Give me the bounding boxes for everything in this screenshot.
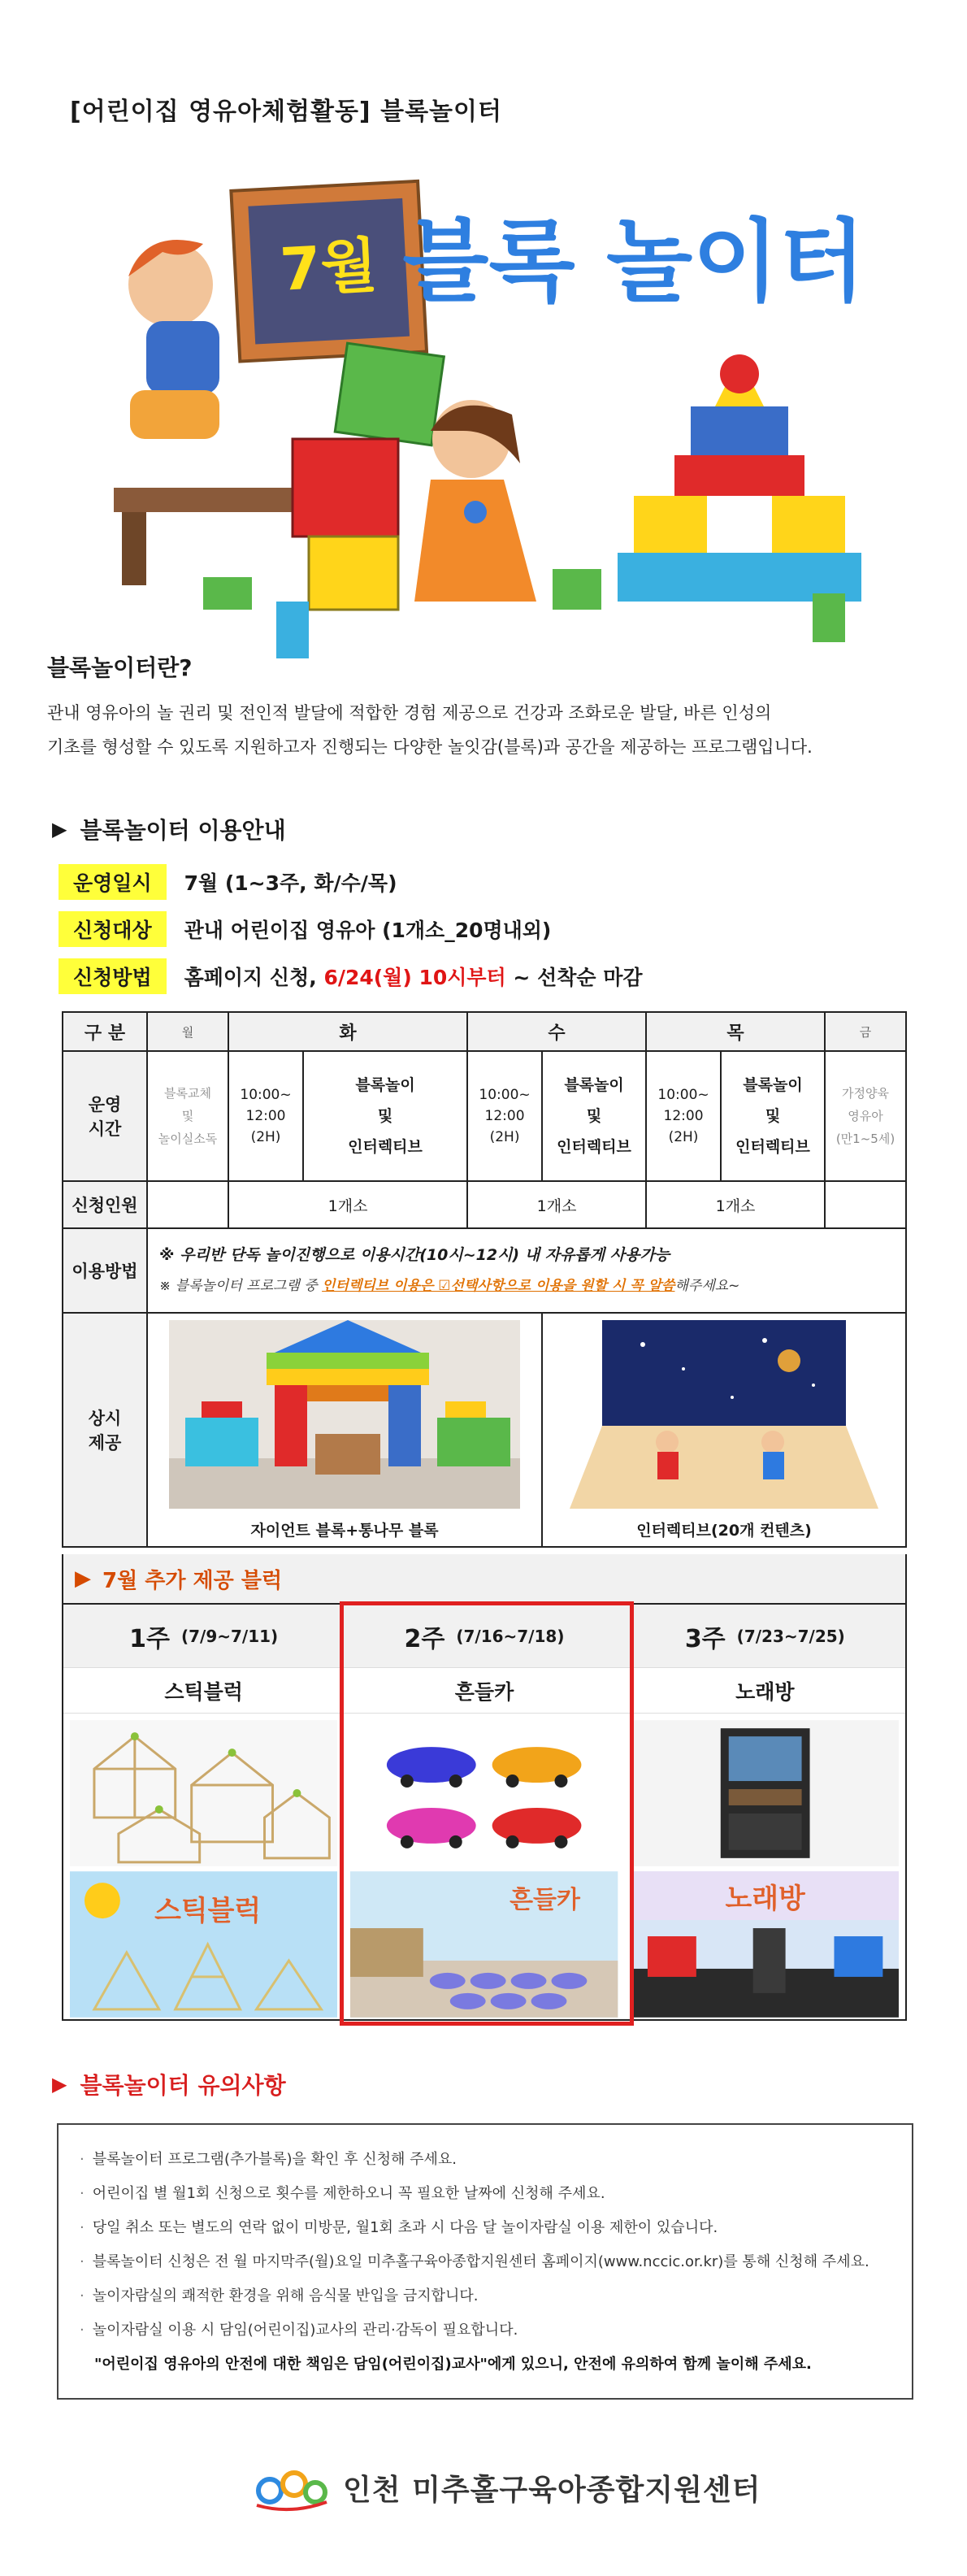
info-value-deadline: 6/24(월) 10시부터 <box>323 966 506 989</box>
info-label: 운영일시 <box>59 864 167 900</box>
row-count <box>63 1181 906 1228</box>
note-item: · 어린이집 별 월1회 신청으로 횟수를 제한하오니 꼭 필요한 날짜에 신청해 주세요. <box>80 2185 605 2202</box>
col-header: 구 분 <box>63 1012 147 1051</box>
row-label-count: 신청인원 <box>63 1181 147 1228</box>
photo-cell-interactive <box>542 1313 906 1547</box>
activity-tue: 블록놀이 및 인터렉티브 <box>303 1051 467 1181</box>
week-sign-text: 노래방 <box>725 1883 805 1916</box>
stick-block-sign-photo <box>70 1871 337 2018</box>
giant-block-photo <box>169 1320 520 1509</box>
schedule-head-row <box>63 1012 906 1051</box>
week-block-name: 노래방 <box>625 1668 905 1714</box>
intro-line: 기초를 형성할 수 있도록 지원하고자 진행되는 다양한 놀잇감(블록)과 공간을 제공하는 프로그램입니다. <box>47 737 813 757</box>
week-card <box>344 1605 624 2019</box>
week-block-name: 스틱블럭 <box>63 1668 344 1714</box>
row-always <box>63 1313 906 1547</box>
week-sign-text: 스틱블럭 <box>154 1896 262 1928</box>
count-tue: 1개소 <box>228 1181 467 1228</box>
row-label-always: 상시 제공 <box>63 1313 147 1547</box>
intro-text <box>47 696 933 764</box>
week-number: 3주 <box>684 1624 726 1653</box>
notes-heading <box>52 2068 286 2100</box>
usage-highlight: 인터렉티브 이용은 ☑선택사항으로 이용을 원할 시 꼭 알씀 <box>322 1278 675 1294</box>
col-header-fri: 금 <box>825 1012 906 1051</box>
info-row-target <box>59 911 551 947</box>
info-row-date <box>59 864 397 900</box>
count-thu: 1개소 <box>646 1181 825 1228</box>
week-number: 2주 <box>404 1624 445 1653</box>
info-row-method <box>59 958 643 994</box>
hero-banner-text: 블록 놀이터 <box>402 210 865 314</box>
week-range: (7/23~7/25) <box>736 1626 845 1646</box>
photo-cell-blocks <box>147 1313 542 1547</box>
col-header-wed: 수 <box>467 1012 646 1051</box>
schedule-table <box>62 1011 907 1548</box>
week-range: (7/16~7/18) <box>456 1626 565 1646</box>
intro-heading: 블록놀이터란? <box>47 654 193 681</box>
row-label-time: 운영 시간 <box>63 1051 147 1181</box>
row-time <box>63 1051 906 1181</box>
week-card <box>63 1605 344 2019</box>
intro-line: 관내 영유아의 놀 권리 및 전인적 발달에 적합한 경험 제공으로 건강과 조화로운 발달, 바른 인성의 <box>47 703 772 723</box>
col-header-mon: 월 <box>147 1012 228 1051</box>
info-value: 관내 어린이집 영유아 (1개소_20명내외) <box>184 919 552 942</box>
row-usage <box>63 1228 906 1313</box>
mon-note: 블록교체 및 놀이실소독 <box>147 1051 228 1181</box>
triangle-icon: ▶ <box>52 2073 67 2096</box>
note-item: · 블록놀이터 프로그램(추가블록)을 확인 후 신청해 주세요. <box>80 2151 457 2168</box>
time-thu: 10:00~ 12:00 (2H) <box>646 1051 721 1181</box>
photo-caption: 자이언트 블록+통나무 블록 <box>250 1521 439 1540</box>
usage-line-1: ※ 우리반 단독 놀이진행으로 이용시간(10시~12시) 내 자유롭게 사용가능 <box>159 1246 670 1264</box>
count-wed: 1개소 <box>467 1181 646 1228</box>
info-label: 신청방법 <box>59 958 167 994</box>
hero-illustration <box>114 171 894 683</box>
org-name: 인천 미추홀구육아종합지원센터 <box>343 2473 761 2507</box>
activity-wed: 블록놀이 및 인터렉티브 <box>542 1051 646 1181</box>
usage-line-2: ※ 블록놀이터 프로그램 중 인터렉티브 이용은 ☑선택사항으로 이용을 원할 시 꼭 알씀해주세요~ <box>159 1278 740 1294</box>
time-wed: 10:00~ 12:00 (2H) <box>467 1051 542 1181</box>
triangle-icon: ▶ <box>52 818 67 841</box>
photo-caption: 인터렉티브(20개 컨텐츠) <box>636 1521 812 1540</box>
interactive-photo <box>570 1320 878 1509</box>
note-item: · 블록놀이터 신청은 전 월 마지막주(월)요일 미추홀구육아종합지원센터 홈페이지(www.nccic.or.kr)를 통해 신청해 주세요. <box>80 2253 869 2270</box>
week-number: 1주 <box>129 1624 170 1653</box>
info-value: 홈페이지 신청, 6/24(월) 10시부터 ~ 선착순 마감 <box>184 966 643 989</box>
time-tue: 10:00~ 12:00 (2H) <box>228 1051 303 1181</box>
hero-month-label: 7월 <box>278 230 379 304</box>
week-sign-text: 흔들카 <box>510 1886 581 1915</box>
guide-heading-text: 블록놀이터 이용안내 <box>80 817 286 844</box>
extra-heading-text: 7월 추가 제공 블럭 <box>102 1568 283 1593</box>
notes-box <box>57 2123 913 2400</box>
stick-block-photo <box>70 1720 337 1866</box>
page-title: [어린이집 영유아체험활동] 블록놀이터 <box>70 98 502 126</box>
col-header-tue: 화 <box>228 1012 467 1051</box>
col-header-thu: 목 <box>646 1012 825 1051</box>
week-range: (7/9~7/11) <box>180 1626 279 1646</box>
karaoke-machine-photo <box>631 1720 899 1866</box>
triangle-icon: ▶ <box>75 1566 91 1591</box>
week-block-name: 흔들카 <box>344 1668 624 1714</box>
note-item: · 놀이자람실 이용 시 담임(어린이집)교사의 관리·감독이 필요합니다. <box>80 2322 518 2339</box>
weekly-extra-blocks <box>62 1605 907 2021</box>
usage-cell <box>147 1228 906 1313</box>
info-label: 신청대상 <box>59 911 167 947</box>
footer <box>252 2463 761 2512</box>
guide-heading <box>52 813 286 845</box>
info-value: 7월 (1~3주, 화/수/목) <box>184 871 397 895</box>
row-label-usage: 이용방법 <box>63 1228 147 1313</box>
org-logo-icon <box>252 2463 330 2512</box>
wiggle-car-photo <box>350 1720 618 1866</box>
karaoke-room-photo <box>631 1871 899 2018</box>
activity-thu: 블록놀이 및 인터렉티브 <box>721 1051 825 1181</box>
extra-heading <box>62 1554 907 1605</box>
note-item: · 놀이자람실의 쾌적한 환경을 위해 음식물 반입을 금지합니다. <box>80 2287 479 2304</box>
week-card <box>625 1605 905 2019</box>
fri-note: 가정양육 영유아 (만1~5세) <box>825 1051 906 1181</box>
wiggle-car-room-photo <box>350 1871 618 2018</box>
note-item: · 당일 취소 또는 별도의 연락 없이 미방문, 월1회 초과 시 다음 달 놀이자람실 이용 제한이 있습니다. <box>80 2219 718 2236</box>
notes-heading-text: 블록놀이터 유의사항 <box>80 2072 286 2099</box>
note-item: "어린이집 영유아의 안전에 대한 책임은 담임(어린이집)교사"에게 있으니, 안전에 유의하여 함께 놀이해 주세요. <box>94 2356 812 2373</box>
